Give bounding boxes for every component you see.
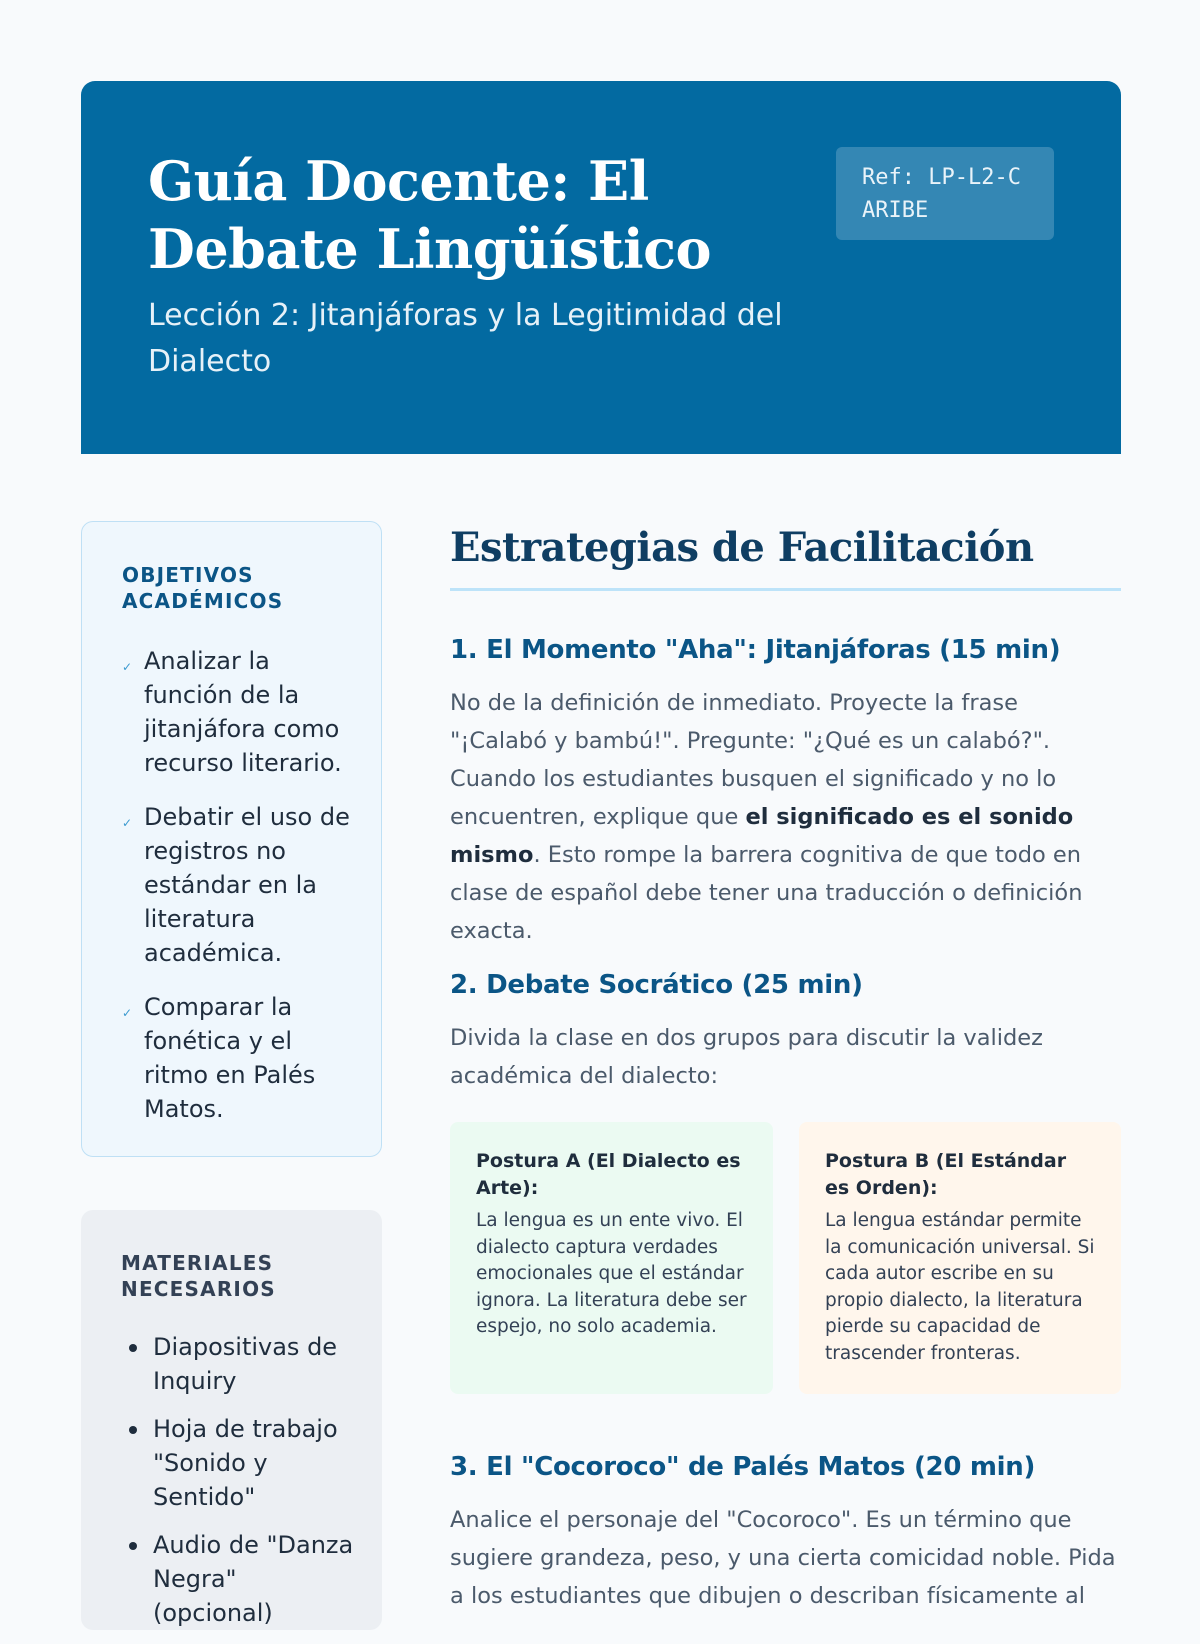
reference-badge: Ref: LP-L2-CARIBE: [836, 147, 1054, 240]
objective-item: [122, 990, 362, 1126]
objective-text: Comparar la fonética y el ritmo en Palés Matos.: [144, 993, 316, 1123]
page-header: [81, 81, 1121, 454]
objective-text: Analizar la función de la jitanjáfora como recurso literario.: [144, 647, 342, 777]
section-1-title: 1. El Momento "Aha": Jitanjáforas (15 min): [450, 635, 1061, 665]
material-item: Audio de "Danza Negra" (opcional): [121, 1528, 361, 1630]
main-content: [450, 520, 1121, 1609]
objectives-card: [81, 521, 382, 1157]
section-2-text: Divida la clase en dos grupos para discutir la validez académica del dialecto:: [450, 1025, 1043, 1089]
stance-a-card: [450, 1122, 773, 1394]
materials-card: [81, 1210, 382, 1630]
stance-a-text: La lengua es un ente vivo. El dialecto captura verdades emocionales que el estándar ignora. La literatura debe ser espejo, no solo academia.: [476, 1210, 747, 1337]
section-1-emphasis: el significado es el sonido mismo: [450, 804, 1074, 868]
stance-a-title: Postura A (El Dialecto es Arte):: [476, 1150, 741, 1199]
materials-title: MATERIALES NECESARIOS: [121, 1251, 276, 1301]
section-1-text: [450, 684, 1121, 950]
objective-item: [122, 644, 362, 780]
check-icon: ✓: [122, 660, 133, 674]
objective-item: [122, 800, 362, 970]
stance-b-text: La lengua estándar permite la comunicación universal. Si cada autor escribe en su propio dialecto, la literatura pierde su capacidad de trascender fronteras.: [825, 1210, 1095, 1364]
materials-list: [121, 1330, 361, 1644]
check-icon: ✓: [122, 1006, 133, 1020]
page-subtitle: Lección 2: Jitanjáforas y la Legitimidad del Dialecto: [148, 298, 783, 379]
objectives-title: OBJETIVOS ACADÉMICOS: [122, 563, 284, 613]
page-title: Guía Docente: El Debate Lingüístico: [148, 149, 712, 281]
objective-text: Debatir el uso de registros no estándar en la literatura académica.: [144, 803, 350, 967]
section-1-text-part: . Esto rompe la barrera cognitiva de que todo en clase de español debe tener una traducción o definición exacta.: [450, 842, 1083, 944]
material-item: Diapositivas de Inquiry: [121, 1330, 361, 1398]
section-heading: Estrategias de Facilitación: [450, 520, 1121, 591]
check-icon: ✓: [122, 816, 133, 830]
section-3-text: Analice el personaje del "Cocoroco". Es un término que sugiere grandeza, peso, y una cierta comicidad noble. Pida a los estudiantes que dibujen o describan físicamente al: [450, 1507, 1116, 1609]
section-1-text-part: No de la definición de inmediato. Proyecte la frase "¡Calabó y bambú!". Pregunte: "¿Qué es un calabó?". Cuando los estudiantes busquen el significado y no lo encuentren, explique que: [450, 690, 1057, 830]
stance-b-title: Postura B (El Estándar es Orden):: [825, 1150, 1067, 1199]
stance-b-card: [799, 1122, 1121, 1394]
material-item: Hoja de trabajo "Sonido y Sentido": [121, 1412, 361, 1514]
objectives-list: [122, 644, 362, 1146]
section-2-title: 2. Debate Socrático (25 min): [450, 970, 863, 1000]
section-3-title: 3. El "Cocoroco" de Palés Matos (20 min): [450, 1452, 1036, 1482]
